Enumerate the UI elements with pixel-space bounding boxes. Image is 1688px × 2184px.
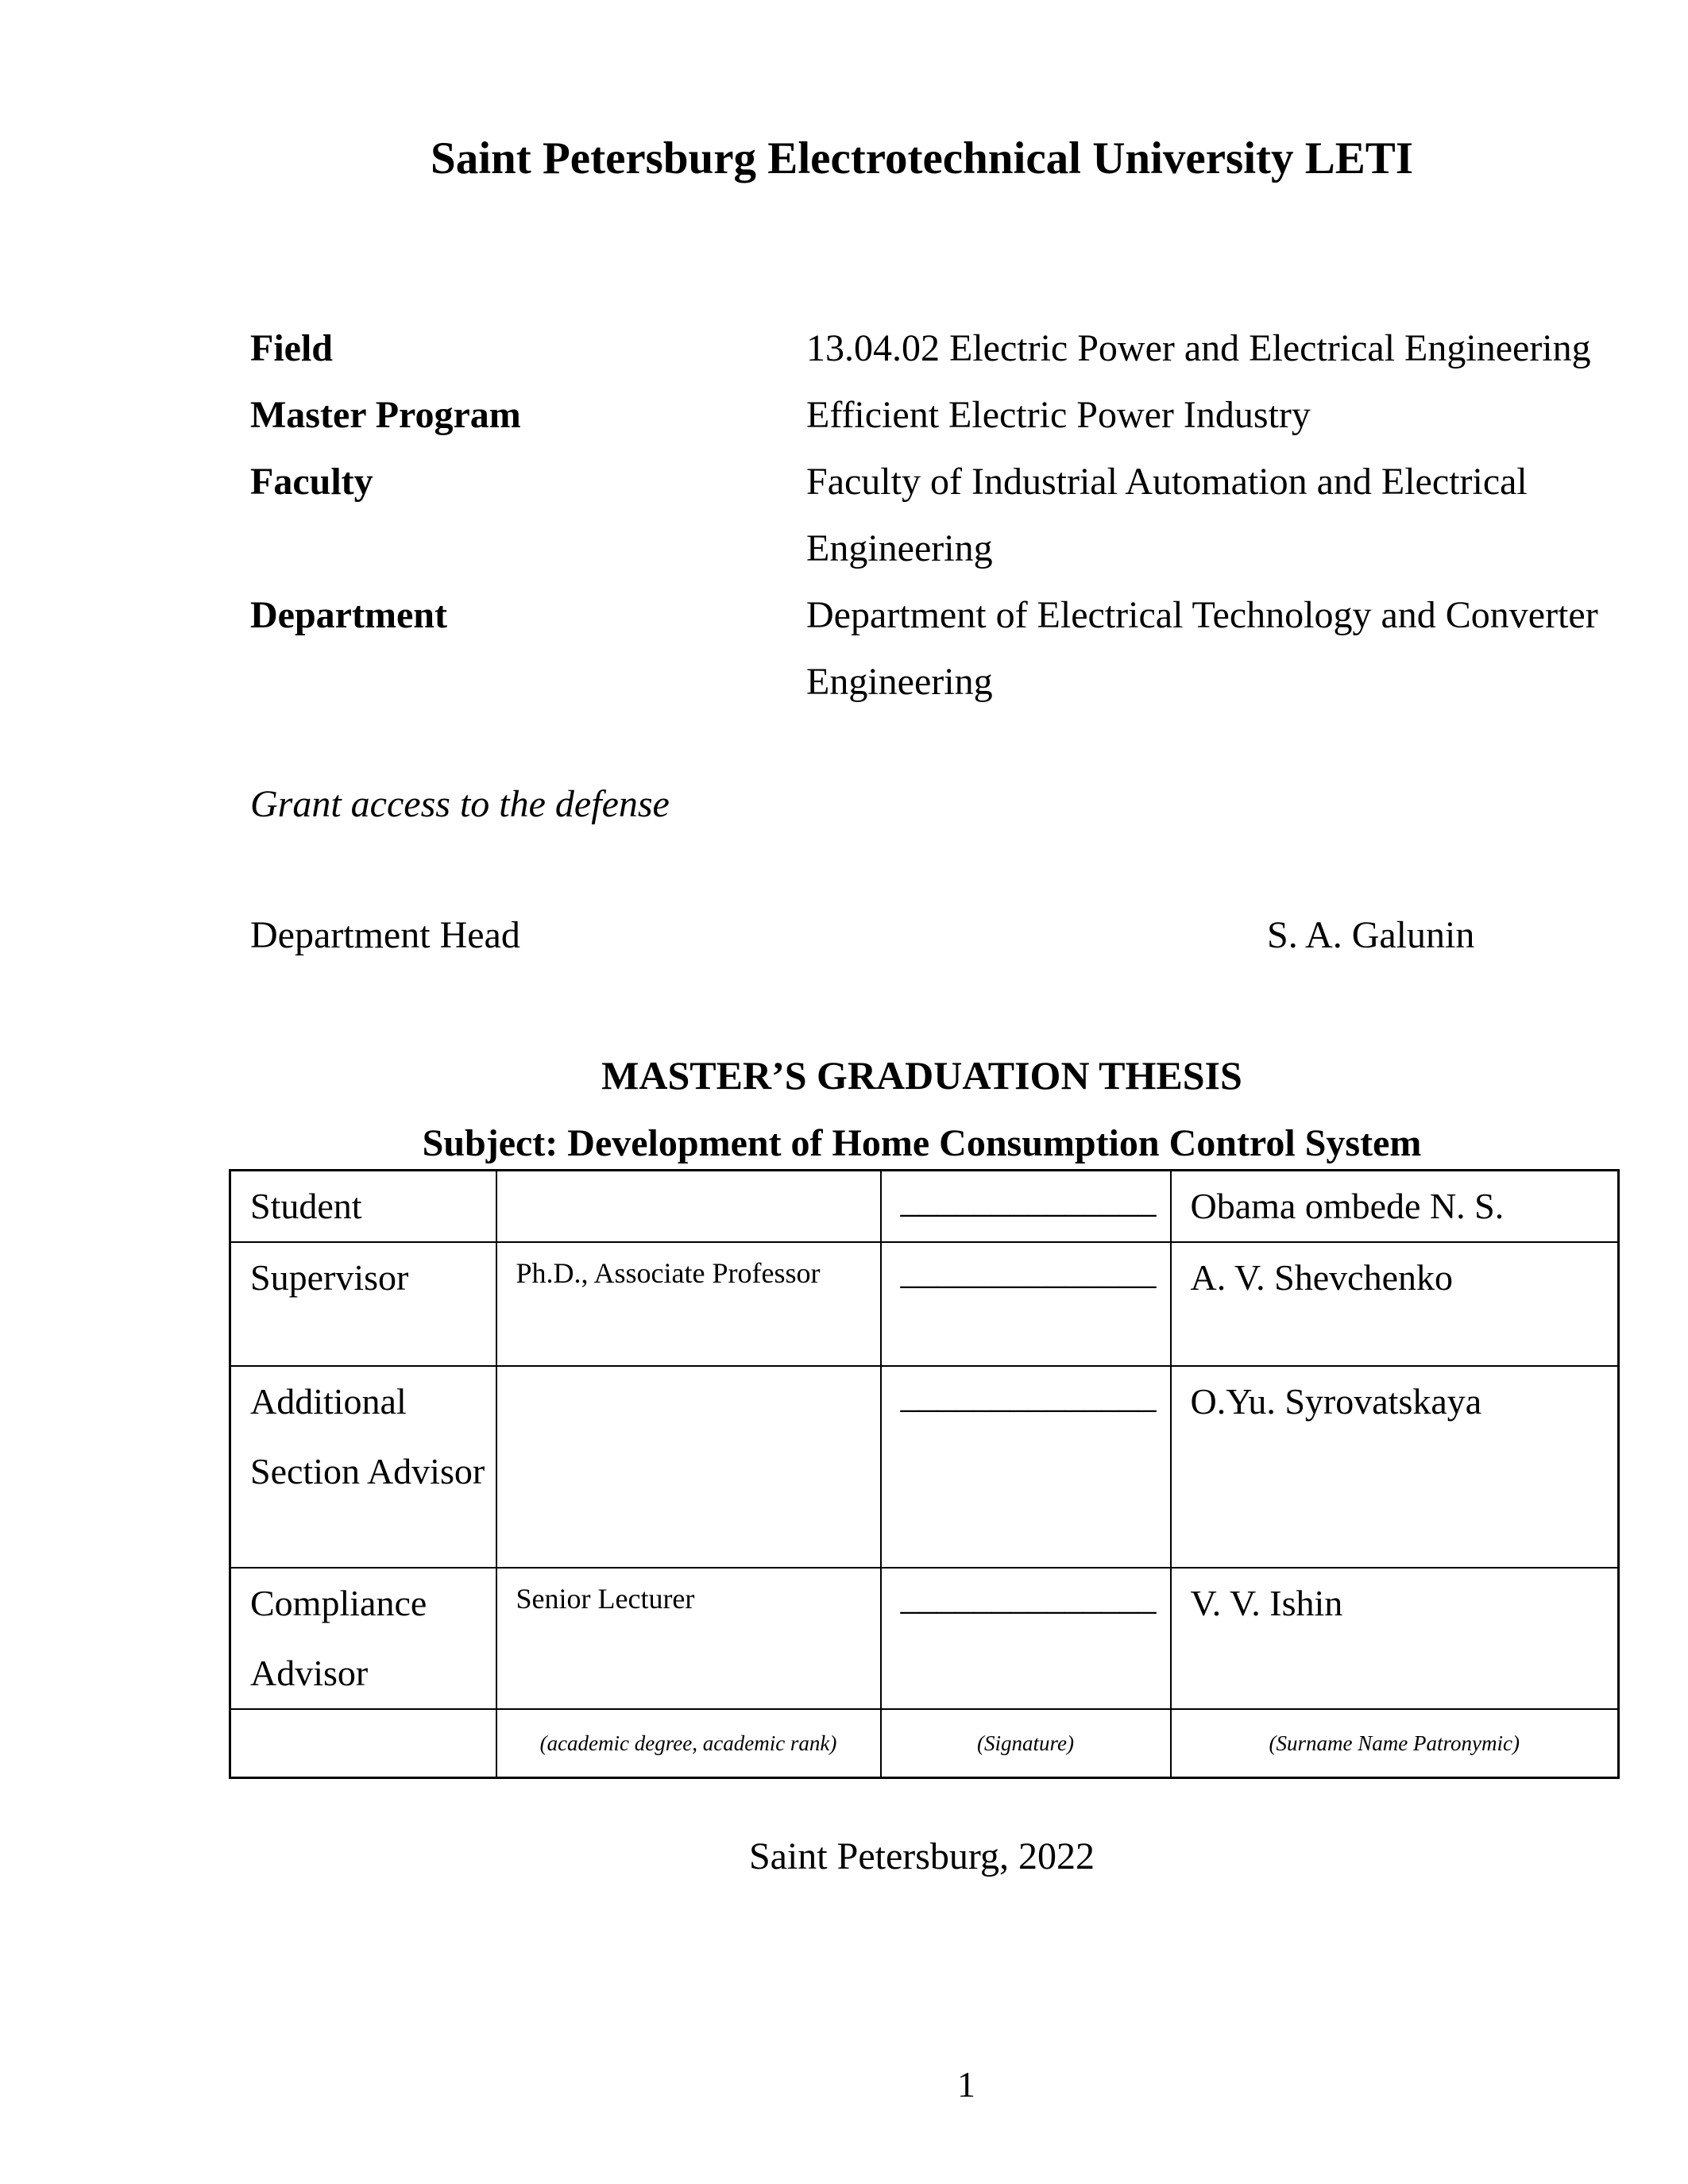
- table-row-additional-advisor: [230, 1366, 1619, 1568]
- surname-caption: (Surname Name Patronymic): [1171, 1709, 1619, 1777]
- master-program-label: Master Program: [250, 394, 521, 436]
- info-row-master-program: [250, 382, 1648, 449]
- field-value: 13.04.02 Electric Power and Electrical Engineering: [806, 327, 1591, 369]
- role-cell: Additional Section Advisor: [230, 1366, 496, 1568]
- name-cell: Obama ombede N. S.: [1171, 1171, 1619, 1243]
- rank-cell: [496, 1171, 881, 1243]
- name-cell: O.Yu. Syrovatskaya: [1171, 1366, 1619, 1568]
- page-number: 1: [957, 2064, 975, 2105]
- rank-cell: Senior Lecturer: [496, 1568, 881, 1709]
- subject-line: Subject: Development of Home Consumption Control System: [422, 1122, 1422, 1164]
- signature-table: [229, 1169, 1620, 1779]
- signature-caption: (Signature): [881, 1709, 1171, 1777]
- signature-cell: [881, 1242, 1171, 1366]
- rank-cell: [496, 1366, 881, 1568]
- department-label: Department: [250, 594, 447, 636]
- table-row-student: [230, 1171, 1619, 1243]
- table-row-compliance-advisor: [230, 1568, 1619, 1709]
- master-program-value: Efficient Electric Power Industry: [806, 394, 1311, 436]
- thesis-heading: MASTER’S GRADUATION THESIS: [601, 1053, 1242, 1098]
- role-cell: Supervisor: [230, 1242, 496, 1366]
- signature-line: ______________: [900, 1375, 1157, 1415]
- table-row-captions: [230, 1709, 1619, 1777]
- faculty-label: Faculty: [250, 461, 373, 503]
- signature-cell: [881, 1568, 1171, 1709]
- role-cell: Compliance Advisor: [230, 1568, 496, 1709]
- info-row-field: [250, 315, 1648, 382]
- university-title: Saint Petersburg Electrotechnical University LETI: [431, 133, 1413, 183]
- signature-line: ______________: [900, 1576, 1157, 1617]
- info-row-department: [250, 582, 1648, 716]
- department-head-name: S. A. Galunin: [1267, 914, 1475, 956]
- table-row-supervisor: [230, 1242, 1619, 1366]
- department-head-label: Department Head: [250, 914, 520, 956]
- signature-line: ______________: [900, 1179, 1157, 1220]
- faculty-value: Faculty of Industrial Automation and Electrical Engineering: [806, 461, 1528, 569]
- signature-line: ______________: [900, 1251, 1157, 1291]
- empty-cell: [230, 1709, 496, 1777]
- name-cell: A. V. Shevchenko: [1171, 1242, 1619, 1366]
- department-value: Department of Electrical Technology and Converter Engineering: [806, 594, 1598, 703]
- rank-cell: Ph.D., Associate Professor: [496, 1242, 881, 1366]
- city-year-line: Saint Petersburg, 2022: [748, 1835, 1095, 1877]
- signature-cell: [881, 1171, 1171, 1243]
- signature-cell: [881, 1366, 1171, 1568]
- role-cell: Student: [230, 1171, 496, 1243]
- grant-access-line: Grant access to the defense: [250, 783, 670, 825]
- name-cell: V. V. Ishin: [1171, 1568, 1619, 1709]
- field-label: Field: [250, 327, 333, 369]
- degree-caption: (academic degree, academic rank): [496, 1709, 881, 1777]
- info-row-faculty: [250, 449, 1648, 582]
- program-info-block: [250, 315, 1648, 716]
- department-head-row: [250, 902, 1617, 969]
